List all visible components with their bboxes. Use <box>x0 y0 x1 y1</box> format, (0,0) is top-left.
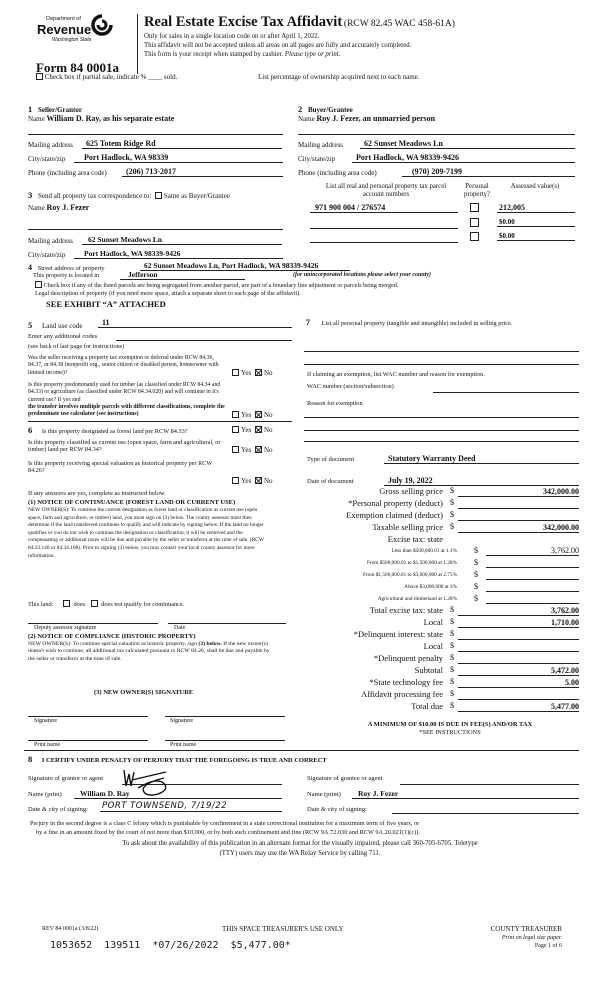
dor-swirl-icon <box>91 14 113 36</box>
no-label: No <box>263 411 273 419</box>
buyer-mailing-label: Mailing address <box>298 141 343 149</box>
current-use-no-checkbox[interactable] <box>255 446 262 453</box>
buyer-phone-field[interactable]: (970) 209-7199 <box>402 167 575 177</box>
delinq-local-label: Local <box>423 641 443 651</box>
forest-yes-no <box>232 426 273 434</box>
current-use-yes-checkbox[interactable] <box>232 446 239 453</box>
legal-paper-note: Print on legal size paper. <box>501 935 562 941</box>
same-as-buyer-label: Same as Buyer/Grantee <box>163 192 230 200</box>
land-qualify-row <box>28 600 184 608</box>
corr-name-label: Name <box>28 204 45 212</box>
accessibility-line-2: (TTY) users may use the WA Relay Service by calling 711. <box>219 850 381 857</box>
yes-label: Yes <box>241 426 252 434</box>
local-currency: $ <box>450 617 454 626</box>
delinq-penalty-label: *Delinquent penalty <box>373 653 443 663</box>
notice2-body-a: NEW OWNER(S): To continue special valuation as historic property, sign <box>28 641 197 647</box>
additional-codes-note: (see back of last page for instructions) <box>28 343 125 350</box>
seller-phone-label: Phone (including area code) <box>28 169 107 177</box>
notice2-body-b: (3) below. <box>198 641 222 647</box>
buyer-city-field[interactable]: Port Hadlock, WA 98339-9426 <box>352 153 575 163</box>
current-use-question: Is this property classified as current use (open space, farm and agricultural, or timber) land per RCW 84.34? <box>28 439 221 454</box>
subtotal-field[interactable]: 5,472.00 <box>458 665 579 676</box>
doc-type-label: Type of document <box>307 456 355 463</box>
parcel-row-1-personal-checkbox[interactable] <box>470 203 479 212</box>
subtotal-currency: $ <box>450 665 454 674</box>
partial-sale-label: Check box if partial sale, indicate % ____ sold. <box>44 73 178 81</box>
notice2-body-c: If the new owner(s) doesn't wish to continue, all additional tax calculated pursuant to RCW 84.26, shall be due and payable by the seller or transferor at the time of sale. <box>28 641 270 662</box>
reason-label: Reason for exemption <box>307 400 363 407</box>
exemption-yes-checkbox[interactable] <box>232 369 239 376</box>
no-label: No <box>263 369 273 377</box>
grantor-sig-label: Signature of grantor or agent <box>28 775 104 782</box>
header-note-1: Only for sales in a single location code on or after April 1, 2022. <box>144 33 320 40</box>
exemption-deduct-label: Exemption claimed (deduct) <box>346 510 443 520</box>
delinq-penalty-currency: $ <box>450 653 454 662</box>
form-title-ref: (RCW 82.45 WAC 458-61A) <box>343 19 455 29</box>
buyer-name-label: Name <box>298 115 315 123</box>
parcel-row-1-number[interactable]: 971 900 004 / 276574 <box>310 203 458 213</box>
reason-line-2[interactable] <box>304 430 579 431</box>
see-instructions-note: *SEE INSTRUCTIONS <box>419 729 481 736</box>
notice2-title: (2) NOTICE OF COMPLIANCE (HISTORIC PROPERTY) <box>28 633 196 640</box>
affidavit-fee-currency: $ <box>450 689 454 698</box>
assessed-col-header: Assessed value(s) <box>510 183 560 190</box>
total-state-field[interactable]: 3,762.00 <box>458 605 579 616</box>
grantee-sig-label: Signature of grantee or agent <box>307 775 383 782</box>
tech-fee-currency: $ <box>450 677 454 686</box>
delinq-state-label: *Delinquent interest: state <box>353 629 443 639</box>
tier-4-field[interactable] <box>486 581 579 592</box>
historic-no-checkbox[interactable] <box>255 477 262 484</box>
buyer-mailing-field[interactable]: 62 Sunset Meadows Ln <box>360 139 575 149</box>
corr-name-line <box>28 229 283 230</box>
segregation-label: Check box if any of the listed parcels are being segregated from another parcel, are part of a boundary line adjustment or parcels being merged. <box>43 282 399 289</box>
parcel-row-2-value[interactable]: $0.00 <box>497 218 575 227</box>
section1-label: Seller/Grantor <box>38 106 82 114</box>
additional-codes-field[interactable] <box>116 331 292 341</box>
accessibility-line-1: To ask about the availability of this publication in an alternate format for the visually impaired, please call 360-705-6705. Teletype <box>122 840 478 847</box>
section6-number: 6 <box>28 425 33 435</box>
same-as-buyer-checkbox[interactable] <box>155 192 162 199</box>
property-street-field[interactable]: 62 Sunset Meadows Ln, Port Hadlock, WA 98339-9426 <box>140 261 350 271</box>
revision-label: REV 84 0001a (3/8/22) <box>42 926 99 932</box>
buyer-name-value[interactable]: Roy J. Fezer, an unmarried person <box>316 114 436 123</box>
tier-4-label: Above $3,000,000 at 3% <box>404 584 457 590</box>
legal-description[interactable]: SEE EXHIBIT “A” ATTACHED <box>46 299 166 309</box>
tier-2-field[interactable] <box>486 557 579 568</box>
exemption-question: Was the seller receiving a property tax exemption or deferral under RCW 84.36, 84.37, or 84.38 (nonprofit org., senior citizen or disabled person, homeowner with limited income)? <box>28 355 219 376</box>
tier-1-field[interactable]: 3,762.00 <box>486 545 579 556</box>
exemption-no-checkbox[interactable] <box>255 369 262 376</box>
exemption-currency: $ <box>450 510 454 519</box>
grantor-date-city-label: Date & city of signing: <box>28 806 88 813</box>
grantee-sig-line[interactable] <box>400 784 579 785</box>
notice1-body: NEW OWNER(S): To continue the current designation as forest land or classification as current use (open space, farm and agriculture, or timber) land, you must sign on (3) below. The county assessor must then determine if the land transferred continues to qualify and will indicate by signing below. If the land no longer qualifies or you do not wish to continue the designation or classification, it will be removed and the compensating or additional taxes will be due and payable by the seller or transferor at the time of sale. (RCW 84.33.140 or 84.34.108). Prior to signing (3) below, you may contact your local county assessor for more information. <box>28 507 264 559</box>
seller-mailing-field[interactable]: 625 Totem Ridge Rd <box>82 139 282 149</box>
section7-label: List all personal property (tangible and intangible) included in selling price. <box>321 320 513 327</box>
seller-name-label: Name <box>28 115 45 123</box>
total-state-label: Total excise tax: state <box>369 605 443 615</box>
agency-line1: Department of <box>46 16 81 22</box>
timber-yes-checkbox[interactable] <box>232 411 239 418</box>
parcel-row-3-personal-checkbox[interactable] <box>470 232 479 241</box>
taxable-currency: $ <box>450 522 454 531</box>
timber-question-bold: the transfer involves multiple parcels with different classifications, complete the predominate use calculator (see instructions) <box>28 404 225 418</box>
total-due-currency: $ <box>450 701 454 710</box>
tier-4-currency: $ <box>474 582 478 591</box>
personal-currency: $ <box>450 498 454 507</box>
local-tax-field[interactable]: 1,710.00 <box>458 617 579 628</box>
corr-name-value[interactable]: Roy J. Fezer <box>46 203 90 212</box>
personal-deduct-field[interactable] <box>458 498 579 509</box>
reason-line-3[interactable] <box>304 441 579 442</box>
yes-label: Yes <box>241 477 252 485</box>
perjury-line-1: Perjury in the second degree is a class C felony which is punishable by confinement in a state correctional institution for a maximum term of five years, or <box>30 820 420 827</box>
timber-yes-no <box>232 411 273 419</box>
section6-q1-row <box>28 425 188 435</box>
grantor-name-label: Name (print) <box>28 791 62 798</box>
owner2-print-label: Print name <box>170 742 197 748</box>
taxable-price-field[interactable]: 342,000.00 <box>458 522 579 533</box>
segregation-checkbox[interactable] <box>35 281 42 288</box>
taxable-price-label: Taxable selling price <box>372 522 443 532</box>
parcel-row-3-value[interactable]: $0.00 <box>497 232 575 241</box>
tier-5-field[interactable] <box>486 593 579 604</box>
total-due-label: Total due <box>411 701 443 711</box>
minimum-due-note: A MINIMUM OF $10.00 IS DUE IN FEE(S) AND/OR TAX <box>367 721 533 728</box>
owner2-print-line[interactable] <box>165 740 285 741</box>
section5-number: 5 <box>28 320 33 330</box>
section8-heading <box>28 754 327 764</box>
buyer-city-label: City/state/zip <box>298 155 336 163</box>
section2-number: 2 <box>298 104 303 114</box>
tier-3-label: From $1,500,000.01 to $3,000,000 at 2.75% <box>362 572 457 578</box>
grantee-name-label: Name (print) <box>307 791 341 798</box>
section2-label: Buyer/Grantee <box>308 106 353 114</box>
form-title-block <box>144 14 594 31</box>
tier-2-label: From $500,000.01 to $1,500,000 at 1.28% <box>366 560 457 566</box>
no-label: No <box>263 426 273 434</box>
gross-price-label: Gross selling price <box>379 486 443 496</box>
deputy-sig-label: Deputy assessor signature <box>34 625 97 631</box>
owner2-sig-line[interactable] <box>165 716 285 717</box>
treasurer-space-label: THIS SPACE TREASURER'S USE ONLY <box>222 925 344 933</box>
parcel-row-3-number[interactable] <box>310 232 458 243</box>
corr-city-label: City/state/zip <box>28 251 66 259</box>
seller-phone-field[interactable]: (206) 713-2017 <box>122 167 283 177</box>
delinq-local-currency: $ <box>450 641 454 650</box>
section7-number: 7 <box>306 318 310 327</box>
section5-divider <box>28 421 292 422</box>
buyer-phone-label: Phone (including area code) <box>298 169 377 177</box>
section8-number: 8 <box>28 754 33 764</box>
yes-label: Yes <box>241 369 252 377</box>
buyer-name-line <box>298 134 575 135</box>
section7-heading <box>306 318 586 329</box>
header-note-2: This affidavit will not be accepted unless all areas on all pages are fully and accurately completed. <box>144 42 412 49</box>
tier-5-currency: $ <box>474 594 478 603</box>
owner2-sig-label: Signature <box>170 718 193 724</box>
located-label: This property is located in <box>33 272 100 279</box>
receipt-stamp: 1053652 139511 *07/26/2022 $5,477.00* <box>50 940 291 951</box>
exemption-yes-no <box>232 369 273 377</box>
corr-name-row <box>28 203 89 212</box>
doc-date-label: Date of document <box>307 478 354 485</box>
section4-number: 4 <box>28 263 32 272</box>
grantor-name-field[interactable]: William D. Ray <box>74 789 282 799</box>
form-number: Form 84 0001a <box>36 60 120 75</box>
section1-number: 1 <box>28 104 33 114</box>
header-note-3 <box>144 51 340 58</box>
county-field[interactable]: Jefferson <box>120 270 245 280</box>
seller-mailing-label: Mailing address <box>28 141 73 149</box>
page-indicator: Page 1 of 6 <box>534 943 562 949</box>
does-label: does <box>73 601 86 608</box>
notice2-body <box>28 641 273 663</box>
section3-number: 3 <box>28 190 33 200</box>
does-not-qualify-checkbox[interactable] <box>91 600 98 607</box>
corr-mailing-label: Mailing address <box>28 237 73 245</box>
timber-question: Is this property predominantly used for timber (as classified under RCW 84.34 and 84.33) or agriculture (as classified under RCW 84.34.020) and will continue in it's current use? If yes and <box>28 382 221 403</box>
forest-yes-checkbox[interactable] <box>232 426 239 433</box>
deputy-date-line <box>168 623 286 624</box>
total-due-field[interactable]: 5,477.00 <box>458 701 579 712</box>
perjury-line-2: by a fine in an amount fixed by the court of not more than $10,000, or by both such confinement and fine (RCW 9A.72.030 and RCW 9A.20.021(1)(c)). <box>36 829 420 836</box>
delinq-local-field[interactable] <box>458 641 579 652</box>
seller-name-value[interactable]: William D. Ray, as his separate estate <box>46 114 175 123</box>
tier-3-field[interactable] <box>486 569 579 580</box>
personal-prop-line-1[interactable] <box>304 351 579 352</box>
gross-price-field[interactable]: 342,000.00 <box>458 486 579 497</box>
owner1-print-label: Print name <box>34 742 61 748</box>
street-address-label: Street address of property <box>37 265 105 272</box>
dor-logo <box>34 14 124 54</box>
section4-heading <box>28 263 105 272</box>
if-yes-note: If any answers are yes, complete as instructed below. <box>28 490 166 497</box>
delinq-state-field[interactable] <box>458 629 579 640</box>
grantor-date-city-field[interactable]: PORT TOWNSEND, 7/19/22 <box>100 801 282 812</box>
affidavit-fee-label: Affidavit processing fee <box>361 689 443 699</box>
owner1-print-line[interactable] <box>28 740 148 741</box>
tier-1-currency: $ <box>474 546 478 555</box>
section8-title: I CERTIFY UNDER PENALTY OF PERJURY THAT THE FOREGOING IS TRUE AND CORRECT <box>41 757 327 764</box>
forest-no-checkbox[interactable] <box>255 426 262 433</box>
land-use-label: Land use code <box>42 322 83 330</box>
total-state-currency: $ <box>450 605 454 614</box>
tier-1-label: Less than $500,000.01 at 1.1% <box>391 548 457 554</box>
legal-desc-label: Legal description of property (if you need more space, attach a separate sheet to each page of the affidavit). <box>35 290 301 297</box>
tech-fee-label: *State technology fee <box>369 677 443 687</box>
seller-name-row <box>28 114 174 123</box>
ownership-note: List percentage of ownership acquired next to each name. <box>258 73 420 81</box>
tier-3-currency: $ <box>474 570 478 579</box>
timber-no-checkbox[interactable] <box>255 411 262 418</box>
exemption-note: If claiming an exemption, list WAC number and reason for exemption. <box>307 371 485 378</box>
corr-mailing-field[interactable]: 62 Sunset Meadows Ln <box>82 235 282 245</box>
exemption-deduct-field[interactable] <box>458 510 579 521</box>
section3-heading <box>28 190 230 200</box>
owner1-sig-label: Signature <box>34 718 57 724</box>
current-use-yes-no <box>232 446 273 454</box>
deputy-sig-line <box>28 623 158 624</box>
yes-label: Yes <box>241 446 252 454</box>
grantee-name-field[interactable]: Roy J. Fezer <box>352 789 579 799</box>
deputy-date-label: Date <box>174 625 186 631</box>
historic-question: Is this property receiving special valuation as historical property per RCW 84.26? <box>28 460 213 475</box>
grantee-date-city-label: Date & city of signing: <box>307 806 367 813</box>
this-land-label: This land: <box>28 601 54 608</box>
new-owner-sig-title: (3) NEW OWNER(S) SIGNATURE <box>94 689 194 696</box>
header-divider <box>137 14 138 74</box>
yes-label: Yes <box>241 411 252 419</box>
segregation-row <box>35 281 398 289</box>
tier-5-label: Agricultural and timberland at 1.28% <box>377 596 457 602</box>
delinq-state-currency: $ <box>450 629 454 638</box>
section1-heading <box>28 104 82 114</box>
parcel-row-2-number[interactable] <box>310 218 458 229</box>
affidavit-fee-field[interactable] <box>458 689 579 700</box>
section3-label: Send all property tax correspondence to: <box>38 192 152 200</box>
section8-top-line <box>24 750 579 751</box>
delinq-penalty-field[interactable] <box>458 653 579 664</box>
historic-yes-no <box>232 477 273 485</box>
doc-date-field[interactable]: July 19, 2022 <box>384 476 579 486</box>
section2-heading <box>298 104 353 114</box>
personal-prop-line-2[interactable] <box>304 364 579 365</box>
does-not-label: does not qualify for continuance. <box>101 601 185 608</box>
parcel-row-2-personal-checkbox[interactable] <box>470 218 479 227</box>
wac-label: WAC number (section/subsection) <box>307 383 394 390</box>
corr-city-field[interactable]: Port Hadlock, WA 98339-9426 <box>74 249 283 259</box>
partial-sale-checkbox[interactable] <box>36 73 43 80</box>
agency-line3: Washington State <box>52 37 92 43</box>
county-note: (for unincorporated locations please select your county) <box>293 272 431 278</box>
excise-tax-label: Excise tax: state <box>387 534 443 544</box>
county-treasurer-label: COUNTY TREASURER <box>490 925 562 933</box>
personal-deduct-label: *Personal property (deduct) <box>348 498 443 508</box>
header-note-3-text: This form is your receipt when stamped by cashier. <box>144 51 284 58</box>
does-qualify-checkbox[interactable] <box>63 600 70 607</box>
seller-name-line <box>28 134 283 135</box>
buyer-name-row <box>298 114 435 123</box>
grantee-date-city-field[interactable] <box>392 804 579 814</box>
forest-land-question: Is this property designated as forest land per RCW 84.33? <box>41 428 188 435</box>
personal-col-header: Personal property? <box>463 183 491 198</box>
header-note-3-italic: Please type or print. <box>284 51 341 58</box>
additional-codes-label: Enter any additional codes <box>28 333 98 340</box>
seller-city-label: City/state/zip <box>28 155 66 163</box>
tech-fee-field[interactable]: 5.00 <box>458 677 579 688</box>
partial-sale-row <box>36 73 177 81</box>
notice1-title: (1) NOTICE OF CONTINUANCE (FOREST LAND OR CURRENT USE) <box>28 499 236 506</box>
historic-yes-checkbox[interactable] <box>232 477 239 484</box>
parcel-col-header: List all real and personal property tax parcel account numbers <box>325 183 447 198</box>
agency-line2: Revenue <box>37 22 92 37</box>
doc-type-field[interactable]: Statutory Warranty Deed <box>384 454 579 464</box>
section5-heading <box>28 320 82 330</box>
form-title: Real Estate Excise Tax Affidavit <box>144 14 343 30</box>
gross-currency: $ <box>450 486 454 495</box>
wac-number-line[interactable] <box>433 392 579 393</box>
parcel-row-1-value[interactable]: 212,005 <box>497 203 575 213</box>
seller-city-field[interactable]: Port Hadlock, WA 98339 <box>74 153 283 163</box>
local-tax-label: Local <box>423 617 443 627</box>
no-label: No <box>263 477 273 485</box>
tier-2-currency: $ <box>474 558 478 567</box>
subtotal-label: Subtotal <box>414 665 443 675</box>
land-use-code-field[interactable]: 11 <box>98 318 292 328</box>
owner1-sig-line[interactable] <box>28 716 148 717</box>
no-label: No <box>263 446 273 454</box>
reason-line-1[interactable] <box>304 417 579 418</box>
